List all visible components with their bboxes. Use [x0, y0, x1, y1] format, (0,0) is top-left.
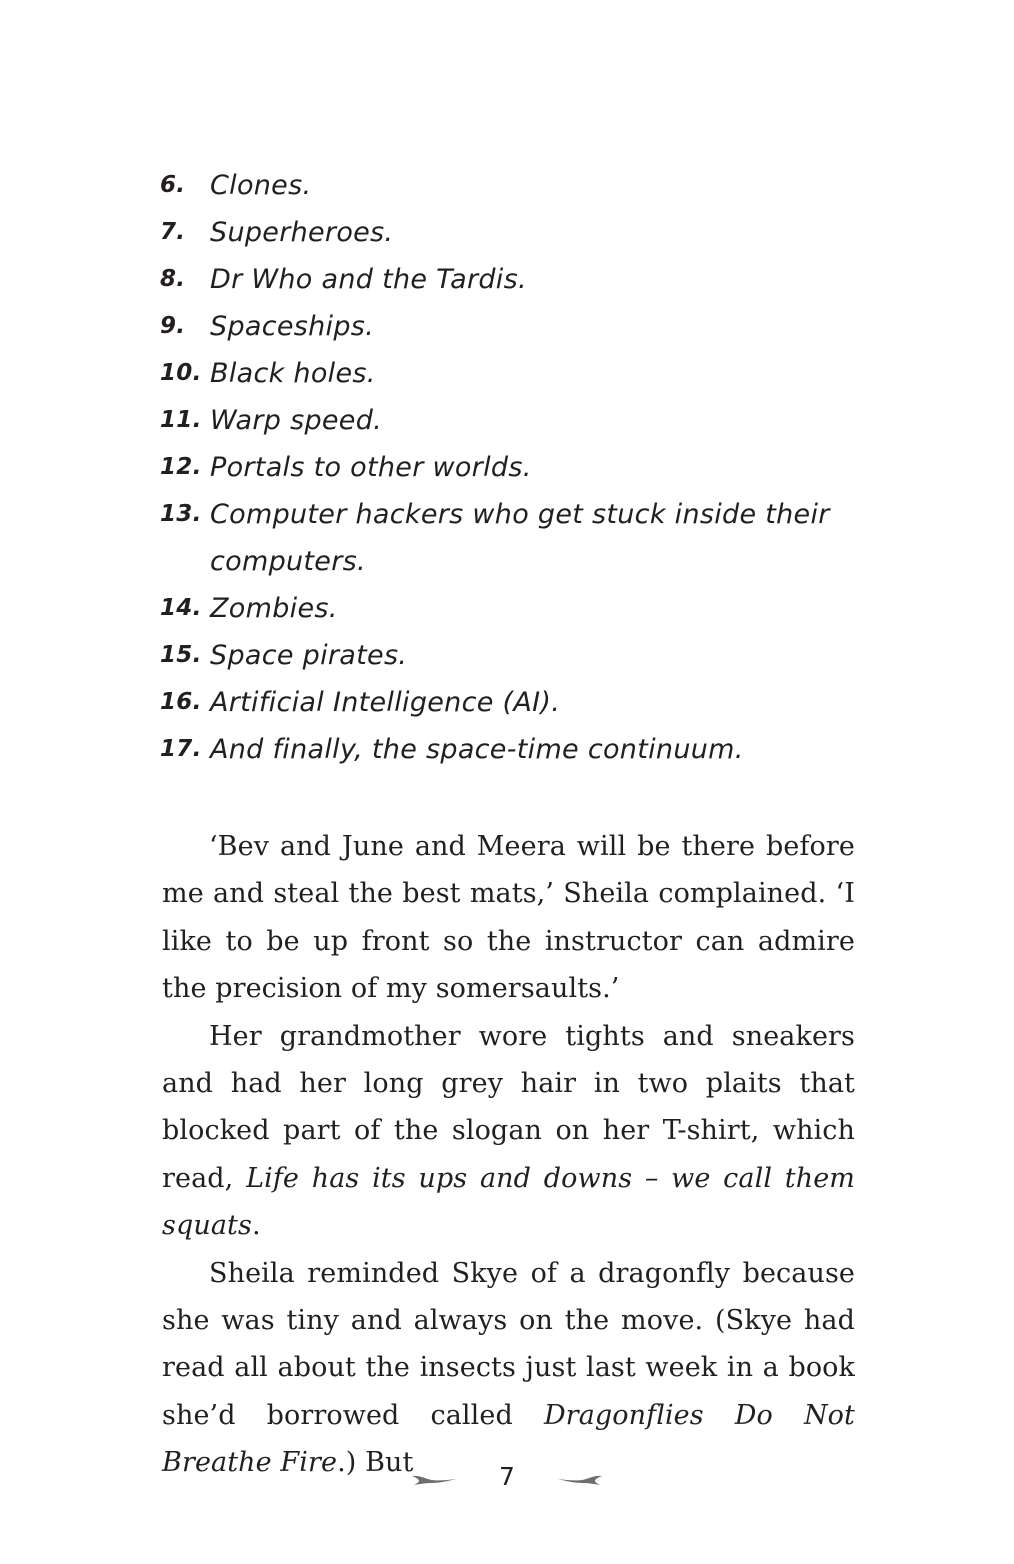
list-number: 11. [160, 407, 202, 433]
list-number: 7. [160, 219, 186, 245]
list-text: And finally, the space-time continuum. [210, 734, 744, 765]
paragraph-text: .) But [337, 1447, 414, 1479]
list-text: Clones. [210, 170, 312, 201]
left-swash-ornament-icon [410, 1473, 458, 1487]
list-text: Space pirates. [210, 640, 408, 671]
list-text: Zombies. [210, 593, 338, 624]
list-number: 8. [160, 266, 186, 292]
paragraph-text: . [251, 1210, 261, 1242]
list-number: 16. [160, 689, 202, 715]
list-text: Superheroes. [210, 217, 394, 248]
paragraph-text: Sheila reminded Skye of a dragonfly because she was tiny and always on the move. (Skye had read all about the insects just last week in a book she’d borrowed called [162, 1257, 855, 1431]
list-number: 14. [160, 595, 202, 621]
list-item [160, 444, 860, 491]
list-number: 9. [160, 313, 186, 339]
list-item [160, 632, 860, 679]
list-item [160, 397, 860, 444]
paragraph [162, 823, 855, 1013]
paragraph-text: Her grandmother wore tights and sneakers and had her long grey hair in two plaits that blocked part of the slogan on her T-shirt, which read, [162, 1020, 855, 1194]
list-text: Computer hackers who get stuck inside their [210, 499, 830, 530]
paragraph [162, 1250, 855, 1487]
list-number: 13. [160, 501, 202, 527]
list-text: Artificial Intelligence (AI). [210, 687, 561, 718]
paragraph [162, 1013, 855, 1250]
body-text [162, 823, 855, 1487]
list-text: Dr Who and the Tardis. [210, 264, 527, 295]
list-text-continued: computers. [210, 546, 366, 577]
list-text: Warp speed. [210, 405, 383, 436]
right-swash-ornament-icon [556, 1473, 604, 1487]
list-number: 15. [160, 642, 202, 668]
list-text: Spaceships. [210, 311, 375, 342]
book-title: Dragonflies Do Not Breathe Fire [162, 1399, 855, 1479]
list-item [160, 679, 860, 726]
page-number: 7 [499, 1462, 515, 1491]
list-number: 10. [160, 360, 202, 386]
list-item [160, 303, 860, 350]
list-number: 6. [160, 172, 186, 198]
tshirt-slogan: Life has its ups and downs – we call them squats [162, 1162, 855, 1242]
list-item [160, 162, 860, 209]
list-item [160, 585, 860, 632]
list-number: 12. [160, 454, 202, 480]
page-footer [0, 1462, 1014, 1496]
paragraph-text: ‘Bev and June and Meera will be there before me and steal the best mats,’ Sheila complained. ‘I like to be up front so the instructor can admire the precision of my somersaults.’ [162, 831, 855, 1005]
list-item [160, 350, 860, 397]
numbered-list [160, 162, 860, 773]
list-item [160, 256, 860, 303]
list-item [160, 491, 860, 585]
list-text: Black holes. [210, 358, 376, 389]
list-number: 17. [160, 736, 202, 762]
list-text: Portals to other worlds. [210, 452, 532, 483]
list-item [160, 726, 860, 773]
list-item [160, 209, 860, 256]
